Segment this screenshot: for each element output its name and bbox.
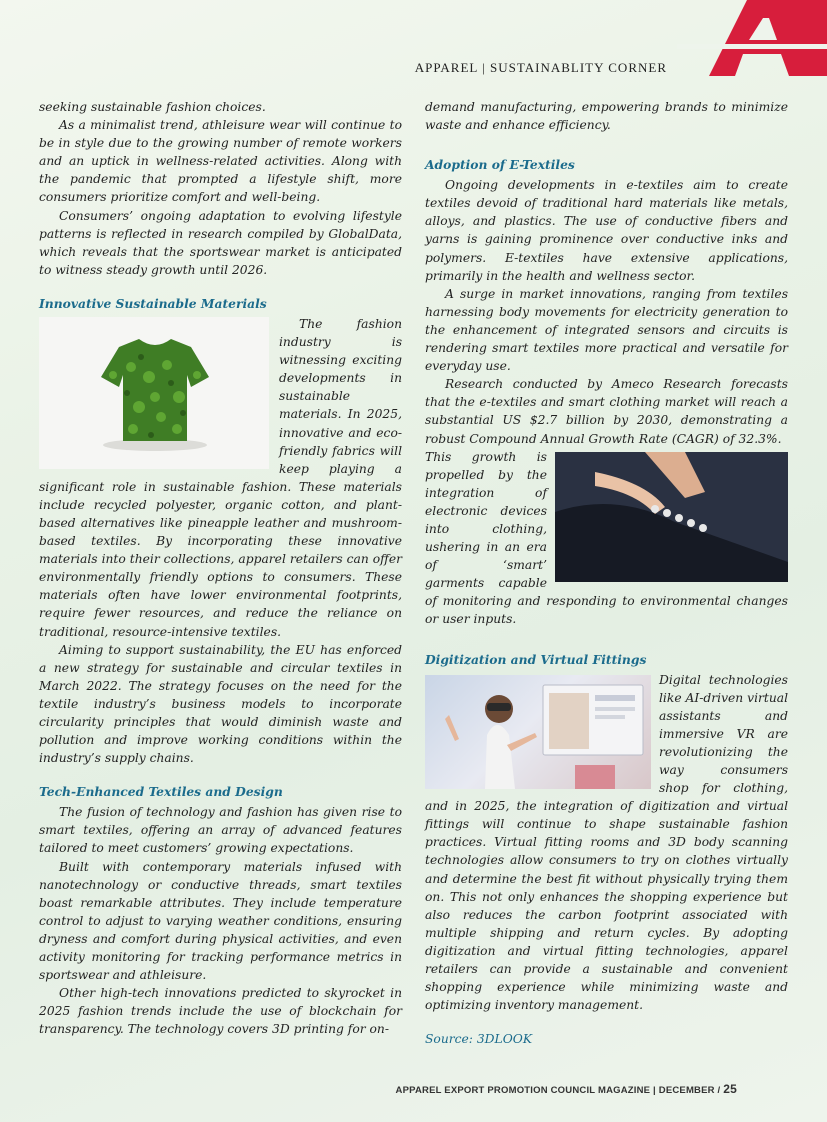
paragraph: demand manufacturing, empowering brands to minimize waste and enhance efficiency. <box>425 100 788 133</box>
paragraph: The fusion of technology and fashion has given rise to smart textiles, offering an array of advanced features tailored to meet customers’ growing expectations. <box>39 805 402 856</box>
left-column <box>39 98 402 1039</box>
paragraph: The fashion industry is witnessing exciting developments in sustainable materials. In 2025, innovative and eco-friendly fabrics will keep playing a significant role in sustainable fashion. These materials include recycled polyester, organic cotton, and plant-based alternatives like pineapple leather and mushroom-based textiles. By incorporating these innovative materials into their collections, apparel retailers can offer environmentally friendly options to consumers. These materials often have lower environmental footprints, require fewer resources, and reduce the reliance on traditional, resource-intensive textiles. <box>39 316 402 639</box>
page-number: 25 <box>723 1082 737 1096</box>
source-credit: Source: 3DLOOK <box>425 1032 533 1047</box>
right-column <box>425 98 788 1046</box>
page-footer <box>396 1082 737 1096</box>
vr-shopping-image <box>425 675 651 789</box>
paragraph: seeking sustainable fashion choices. <box>39 100 266 114</box>
heading-digitization-virtual-fittings: Digitization and Virtual Fittings <box>425 651 647 667</box>
paragraph: Research conducted by Ameco Research forecasts that the e-textiles and smart clothing market will reach a substantial US $2.7 billion by 2030, demonstrating a robust Compound Annual Growth Rate (CAGR) of 32.3%. <box>425 377 788 446</box>
paragraph: This growth is propelled by the integration of electronic devices into clothing, ushering in an era of ‘smart’ garments capable of monitoring and responding to environmental changes or user inputs. <box>425 449 788 627</box>
paragraph: Consumers’ ongoing adaptation to evolving lifestyle patterns is reflected in research compiled by GlobalData, which reveals that the sportswear market is anticipated to witness steady growth until 2026. <box>39 208 402 277</box>
paragraph: Ongoing developments in e-textiles aim to create textiles devoid of traditional hard materials like metals, alloys, and plastics. The use of conductive fibers and yarns is gaining prominence over conductive inks and polymers. E-textiles have extensive applications, primarily in the health and wellness sector. <box>425 178 788 283</box>
smart-jacket-image <box>555 452 788 582</box>
section-header: APPAREL | SUSTAINABLITY CORNER <box>414 60 667 75</box>
paragraph: Digital technologies like AI-driven virtual assistants and immersive VR are revolutionizing the way consumers shop for clothing, and in 2025, the integration of digitization and virtual fittings will continue to shape sustainable fashion practices. Virtual fitting rooms and 3D body scanning technologies allow consumers to try on clothes virtually and determine the best fit without physically trying them on. This not only enhances the shopping experience but also reduces the carbon footprint associated with multiple shipping and return cycles. By adopting digitization and virtual fitting technologies, apparel retailers can provide a sustainable and convenient shopping experience while minimizing waste and optimizing inventory management. <box>425 672 789 1013</box>
moss-shirt-image <box>39 317 269 469</box>
heading-innovative-materials: Innovative Sustainable Materials <box>39 295 267 311</box>
heading-tech-enhanced-textiles: Tech-Enhanced Textiles and Design <box>39 784 283 800</box>
magazine-logo-a <box>677 0 827 76</box>
paragraph: Built with contemporary materials infused with nanotechnology or conductive threads, smart textiles boast remarkable attributes. They include temperature control to adjust to varying weather conditions, ensuring dryness and comfort during physical activities, and even activity monitoring for tracking performance metrics in sportswear and athleisure. <box>39 859 402 983</box>
paragraph: A surge in market innovations, ranging from textiles harnessing body movements for electricity generation to the enhancement of integrated sensors and circuits is rendering smart textiles more practical and versatile for everyday use. <box>425 286 788 374</box>
heading-e-textiles: Adoption of E-Textiles <box>425 157 575 173</box>
paragraph: Aiming to support sustainability, the EU has enforced a new strategy for sustainable and circular textiles in March 2022. The strategy focuses on the need for the textile industry’s business models to incorporate circularity principles that would diminish waste and pollution and improve working conditions within the industry’s supply chains. <box>39 642 402 766</box>
paragraph: As a minimalist trend, athleisure wear will continue to be in style due to the growing number of remote workers and an uptick in wellness-related activities. Along with the pandemic that prompted a lifestyle shift, more consumers prioritize comfort and well-being. <box>39 118 402 205</box>
footer-text: APPAREL EXPORT PROMOTION COUNCIL MAGAZINE | DECEMBER / <box>395 1085 724 1096</box>
paragraph: Other high-tech innovations predicted to skyrocket in 2025 fashion trends include the use of blockchain for transparency. The technology covers 3D printing for on- <box>39 986 402 1037</box>
